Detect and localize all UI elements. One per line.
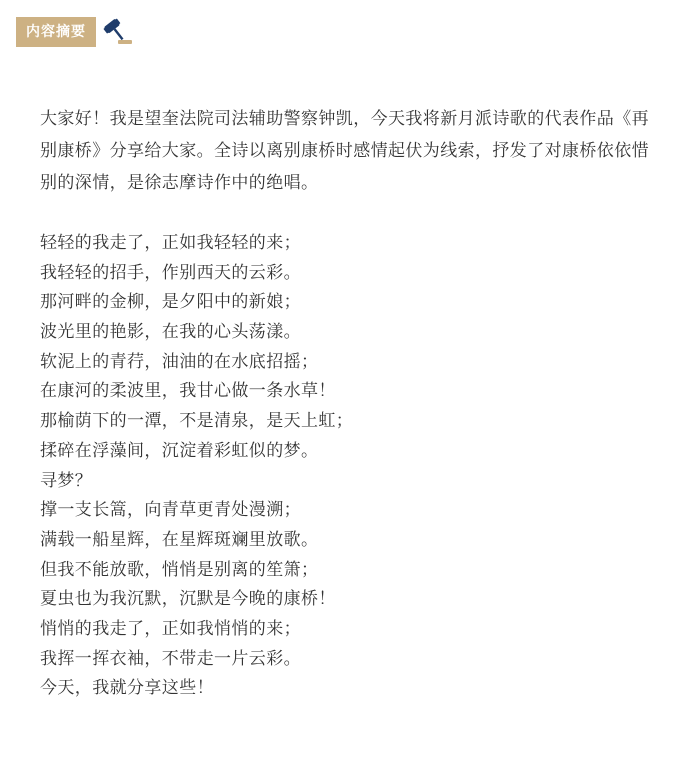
- poem-line: 悄悄的我走了，正如我悄悄的来；: [40, 618, 301, 639]
- summary-badge: 内容摘要: [16, 17, 96, 47]
- poem-line: 满载一船星辉，在星辉斑斓里放歌。: [40, 529, 319, 550]
- poem-line: 软泥上的青荇，油油的在水底招摇；: [40, 351, 319, 372]
- poem-line: 那河畔的金柳，是夕阳中的新娘；: [40, 292, 301, 313]
- poem: [40, 229, 662, 704]
- poem-line: 波光里的艳影，在我的心头荡漾。: [40, 322, 301, 343]
- poem-line: 寻梦？: [40, 470, 93, 491]
- summary-header: [16, 17, 133, 47]
- poem-line: 轻轻的我走了，正如我轻轻的来；: [40, 233, 301, 253]
- poem-line: 我轻轻的招手，作别西天的云彩。: [40, 262, 301, 283]
- poem-line: 我挥一挥衣袖，不带走一片云彩。: [40, 648, 301, 669]
- poem-line: 但我不能放歌，悄悄是别离的笙箫；: [40, 559, 319, 580]
- poem-line: 夏虫也为我沉默，沉默是今晚的康桥！: [40, 589, 336, 610]
- poem-line: 揉碎在浮藻间，沉淀着彩虹似的梦。: [40, 440, 319, 461]
- gavel-icon: [101, 18, 133, 46]
- poem-line: 在康河的柔波里，我甘心做一条水草！: [40, 381, 336, 402]
- intro-paragraph: 大家好！我是望奎法院司法辅助警察钟凯，今天我将新月派诗歌的代表作品《再别康桥》分享给大家。全诗以离别康桥时感情起伏为线索，抒发了对康桥依依惜别的深情，是徐志摩诗作中的绝唱。: [40, 109, 649, 193]
- poem-line: 那榆荫下的一潭，不是清泉，是天上虹；: [40, 411, 354, 432]
- poem-line: 撑一支长篙，向青草更青处漫溯；: [40, 500, 301, 521]
- poem-line: 今天，我就分享这些！: [40, 678, 214, 699]
